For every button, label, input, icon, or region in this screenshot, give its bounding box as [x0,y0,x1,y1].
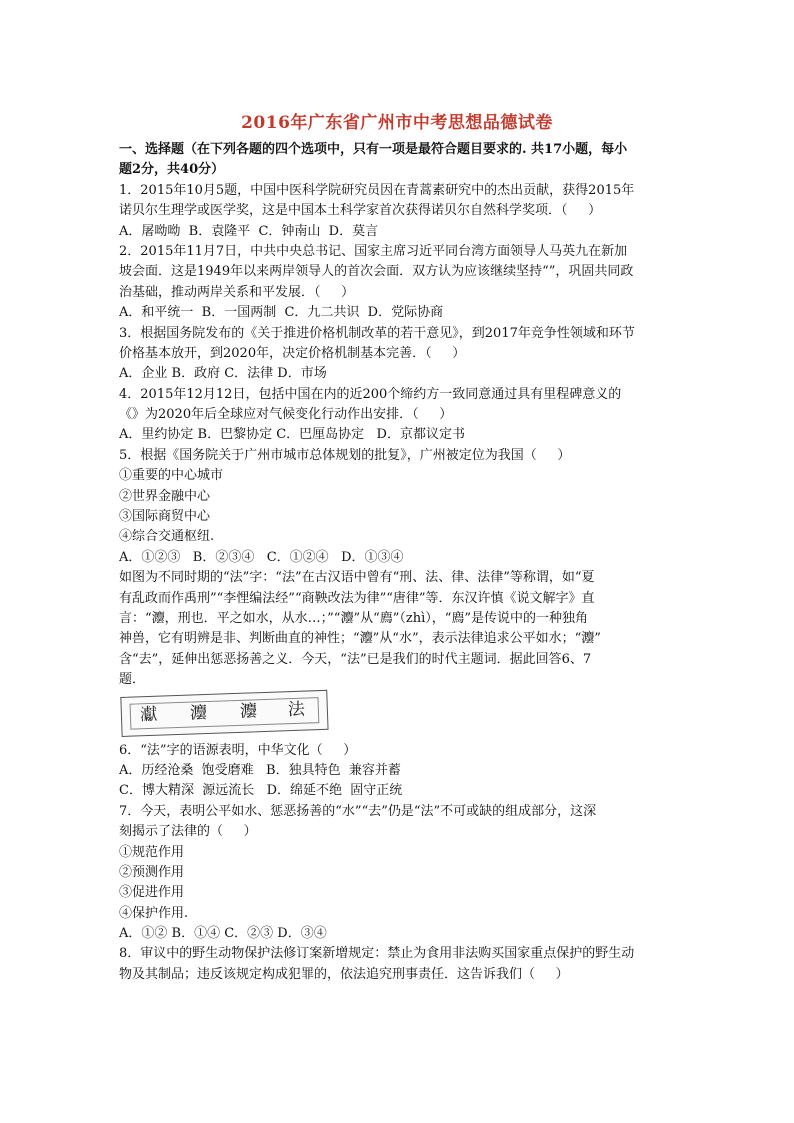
section-heading-line: 一、选择题（在下列各题的四个选项中，只有一项是最符合题目要求的. 共17小题，每小 [119,142,628,157]
text-line: ①重要的中心城市 [119,468,224,484]
text-line: 含“去”，延伸出惩恶扬善之义．今天，“法”已是我们的时代主题词．据此回答6、7 [119,651,592,667]
exam-content [119,140,679,985]
section-heading-line: 题2分，共40分） [119,162,225,178]
text-line: 治基础，推动两岸关系和平发展．（ ） [119,284,355,300]
text-line: 刻揭示了法律的（ ） [119,824,257,840]
fa-character-image [120,689,328,736]
text-line: 如图为不同时期的“法”字：“法”在古汉语中曾有“刑、法、律、法律”等称谓，如“夏 [119,570,595,586]
text-line: 言：“灋，刑也．平之如水，从水…；”“灋”从“廌”（zhì），“廌”是传说中的一种独角 [119,610,589,626]
text-line: ②世界金融中心 [119,488,211,504]
text-line: 《》为2020年后全球应对气候变化行动作出安排．（ ） [119,407,453,423]
text-line: ③国际商贸中心 [119,509,211,525]
text-line: 6．“法”字的语源表明，中华文化（ ） [119,742,357,758]
text-line: A．企业 B．政府 C．法律 D．市场 [119,366,327,382]
text-line: 5．根据《国务院关于广州市城市总体规划的批复》，广州被定位为我国（ ） [119,447,571,463]
text-line: A．历经沧桑 饱受磨难 B．独具特色 兼容并蓄 [119,762,401,778]
ancient-fa-char: 𤅊 [139,704,158,725]
text-line: 1．2015年10月5题，中国中医科学院研究员因在青蒿素研究中的杰出贡献，获得2015年 [119,182,635,198]
text-line: A．①② B．①④ C．②③ D．③④ [119,926,327,942]
ancient-fa-char: 灋 [189,702,208,724]
text-line: 有乱政而作禹刑”“李悝编法经”“商鞅改法为律”“唐律”等．东汉许慎《说文解字》直 [119,590,595,606]
text-line: 坡会面．这是1949年以来两岸领导人的首次会面．双方认为应该继续坚持“”，巩固共同政 [119,264,634,280]
text-line: A．①②③ B．②③④ C．①②④ D．①③④ [119,549,404,565]
text-line: A．里约协定 B．巴黎协定 C．巴厘岛协定 D．京都议定书 [119,427,465,443]
ancient-fa-char: 灋 [239,700,258,722]
text-line: 2．2015年11月7日，中共中央总书记、国家主席习近平同台湾方面领导人马英九在新加 [119,243,628,259]
modern-fa-char: 法 [287,699,306,720]
questions-block-2 [119,741,679,986]
text-line: ①规范作用 [119,844,185,860]
text-line: A．屠呦呦 B．袁隆平 C．钟南山 D．莫言 [119,223,379,239]
questions-block-1 [119,181,679,691]
text-line: C．博大精深 源远流长 D．绵延不绝 固守正统 [119,783,403,799]
text-line: 物及其制品；违反该规定构成犯罪的，依法追究刑事责任．这告诉我们（ ） [119,966,569,982]
text-line: 3．根据国务院发布的《关于推进价格机制改革的若干意见》，到2017年竞争性领域和环节 [119,325,635,341]
text-line: 诺贝尔生理学或医学奖，这是中国本土科学家首次获得诺贝尔自然科学奖项．（ ） [119,203,602,219]
text-line: ④保护作用. [119,905,189,921]
text-line: A．和平统一 B．一国两制 C．九二共识 D．党际协商 [119,305,444,321]
text-line: 4．2015年12月12日，包括中国在内的近200个缔约方一致同意通过具有里程碑意义的 [119,386,622,402]
text-line: ②预测作用 [119,864,185,880]
text-line: ③促进作用 [119,885,185,901]
page-title: 2016年广东省广州市中考思想品德试卷 [241,113,553,133]
text-line: 7．今天，表明公平如水、惩恶扬善的“水”“去”仍是“法”不可或缺的组成部分，这深 [119,803,597,819]
text-line: 神兽，它有明辨是非、判断曲直的神性；“灋”从“水”，表示法律追求公平如水；“灋” [119,631,601,647]
text-line: 价格基本放开，到2020年，决定价格机制基本完善．（ ） [119,345,466,361]
text-line: ④综合交通枢纽. [119,529,215,545]
text-line: 8．审议中的野生动物保护法修订案新增规定：禁止为食用非法购买国家重点保护的野生动 [119,946,635,962]
text-line: 题． [119,672,146,688]
